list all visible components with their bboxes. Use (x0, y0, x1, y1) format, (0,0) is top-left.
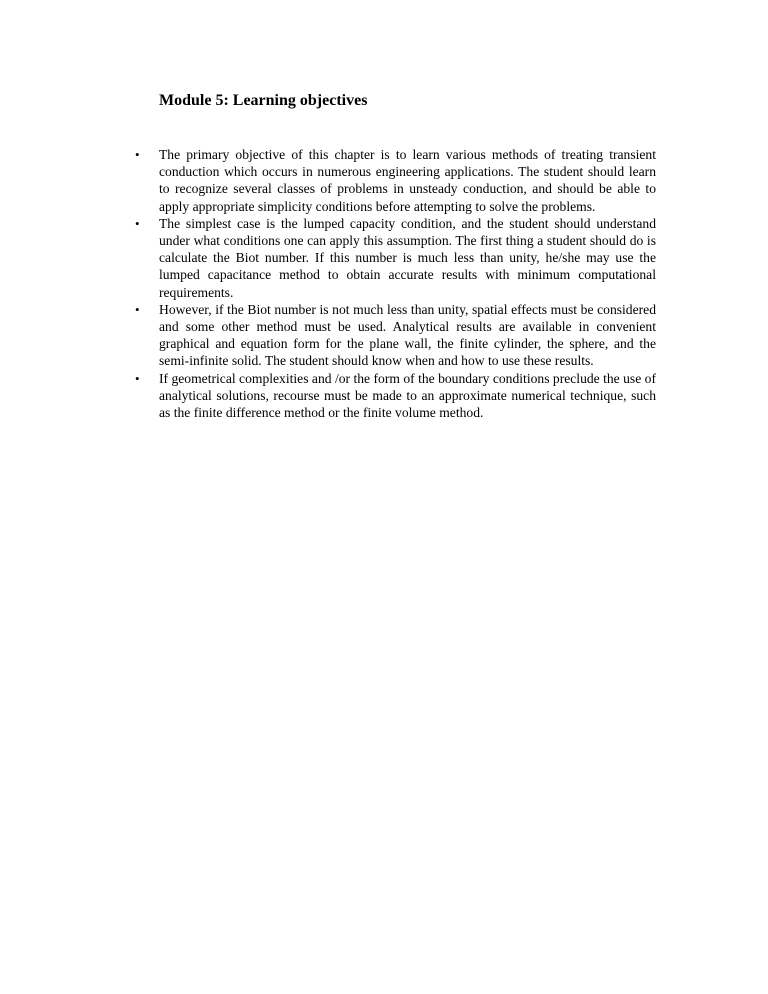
bullet-icon: • (135, 147, 140, 162)
list-item (135, 370, 656, 422)
objective-text: The primary objective of this chapter is to learn various methods of treating transient conduction which occurs in numerous engineering applications. The student should learn to recognize several classes of problems in unsteady conduction, and should be able to apply appropriate simplicity conditions before attempting to solve the problems. (159, 147, 656, 214)
bullet-icon: • (135, 370, 140, 386)
objective-text: If geometrical complexities and /or the form of the boundary conditions preclude the use of analytical solutions, recourse must be made to an approximate numerical technique, such as the finite difference method or the finite volume method. (159, 370, 656, 421)
objective-text: However, if the Biot number is not much less than unity, spatial effects must be considered and some other method must be used. Analytical results are available in convenient graphical and equation form for the plane wall, the finite cylinder, the sphere, and the semi-infinite solid. The student should know when and how to use these results. (159, 301, 656, 369)
objectives-list (135, 146, 656, 421)
bullet-icon: • (135, 215, 140, 231)
list-item (135, 215, 656, 301)
page-title: Module 5: Learning objectives (159, 92, 368, 109)
list-item (135, 301, 656, 370)
bullet-icon: • (135, 301, 140, 317)
objective-text: The simplest case is the lumped capacity condition, and the student should understand under what conditions one can apply this assumption. The first thing a student should do is calculate the Biot number. If this number is much less than unity, he/she may use the lumped capacitance method to obtain accurate results with minimum computational requirements. (159, 215, 656, 300)
list-item (135, 146, 656, 215)
